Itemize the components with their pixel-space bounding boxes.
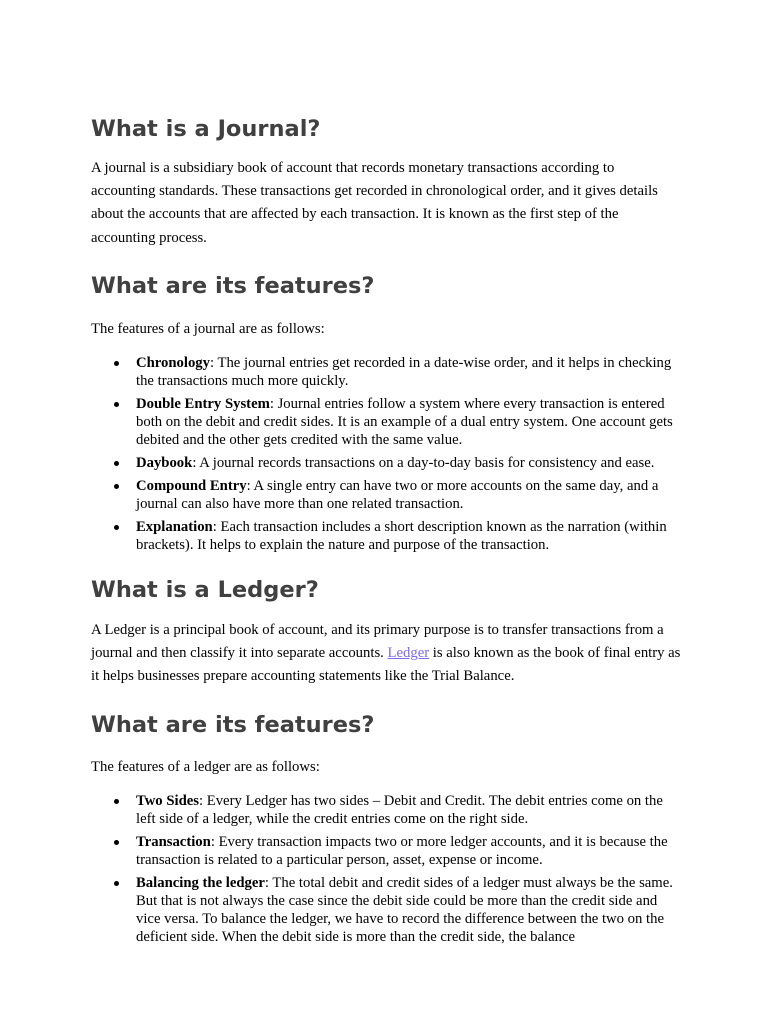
- heading-what-is-journal: What is a Journal?: [91, 116, 321, 142]
- document-page: [91, 112, 681, 946]
- list-item-text: : A journal records transactions on a day-to-day basis for consistency and ease.: [192, 455, 655, 472]
- list-item-text: : Every Ledger has two sides – Debit and Credit. The debit entries come on the left side of a ledger, while the credit entries come on the right side.: [136, 792, 663, 827]
- list-item: [136, 792, 681, 828]
- list-item: [136, 518, 681, 554]
- list-item-text: : Journal entries follow a system where every transaction is entered both on the debit and credit sides. It is an example of a dual entry system. One account gets debited and the other gets credited with the same value.: [136, 396, 673, 449]
- list-item-term: Double Entry System: [136, 396, 270, 413]
- list-item-text: : Each transaction includes a short description known as the narration (within brackets). It helps to explain the nature and purpose of the transaction.: [136, 519, 667, 554]
- heading-ledger-features: What are its features?: [91, 711, 375, 738]
- list-item-term: Chronology: [136, 355, 210, 372]
- heading-what-is-ledger: What is a Ledger?: [91, 577, 319, 604]
- list-item-term: Balancing the ledger: [136, 874, 265, 891]
- ledger-text-before-link: A Ledger is a principal book of account, and its primary purpose is to transfer transactions from a journal and then classify it into separate accounts.: [91, 622, 664, 662]
- paragraph-journal-features-intro: The features of a journal are as follows:: [91, 320, 325, 337]
- paragraph-ledger-features-intro: The features of a ledger are as follows:: [91, 758, 320, 775]
- list-item-term: Transaction: [136, 833, 211, 850]
- ledger-features-list: [91, 792, 681, 946]
- list-item-term: Compound Entry: [136, 478, 247, 495]
- list-item-term: Daybook: [136, 455, 193, 472]
- list-item: [136, 477, 681, 513]
- list-item-text: : The journal entries get recorded in a date-wise order, and it helps in checking the transactions much more quickly.: [136, 355, 672, 390]
- list-item-text: : A single entry can have two or more accounts on the same day, and a journal can also have more than one related transaction.: [136, 478, 659, 513]
- ledger-link[interactable]: Ledger: [387, 645, 430, 662]
- ledger-text-after-link: is also known as the book of final entry as it helps businesses prepare accounting statements like the Trial Balance.: [91, 645, 681, 685]
- list-item: [136, 833, 681, 869]
- list-item: [136, 454, 681, 472]
- heading-journal-features: What are its features?: [91, 272, 375, 299]
- paragraph-journal-definition: A journal is a subsidiary book of account that records monetary transactions according to accounting standards. These transactions get recorded in chronological order, and it gives details about the accounts that are affected by each transaction. It is known as the first step of the accounting process.: [91, 160, 658, 246]
- paragraph-ledger-definition: [91, 619, 681, 689]
- list-item-term: Explanation: [136, 519, 213, 536]
- list-item: [136, 395, 681, 449]
- journal-features-list: [91, 354, 681, 554]
- list-item: [136, 874, 681, 946]
- list-item-text: : The total debit and credit sides of a ledger must always be the same. But that is not always the case since the debit side could be more than the credit side and vice versa. To balance the ledger, we have to record the difference between the two on the deficient side. When the debit side is more than the credit side, the balance: [136, 874, 673, 945]
- list-item-term: Two Sides: [136, 792, 199, 809]
- list-item: [136, 354, 681, 390]
- list-item-text: : Every transaction impacts two or more ledger accounts, and it is because the transaction is related to a particular person, asset, expense or income.: [136, 833, 668, 868]
